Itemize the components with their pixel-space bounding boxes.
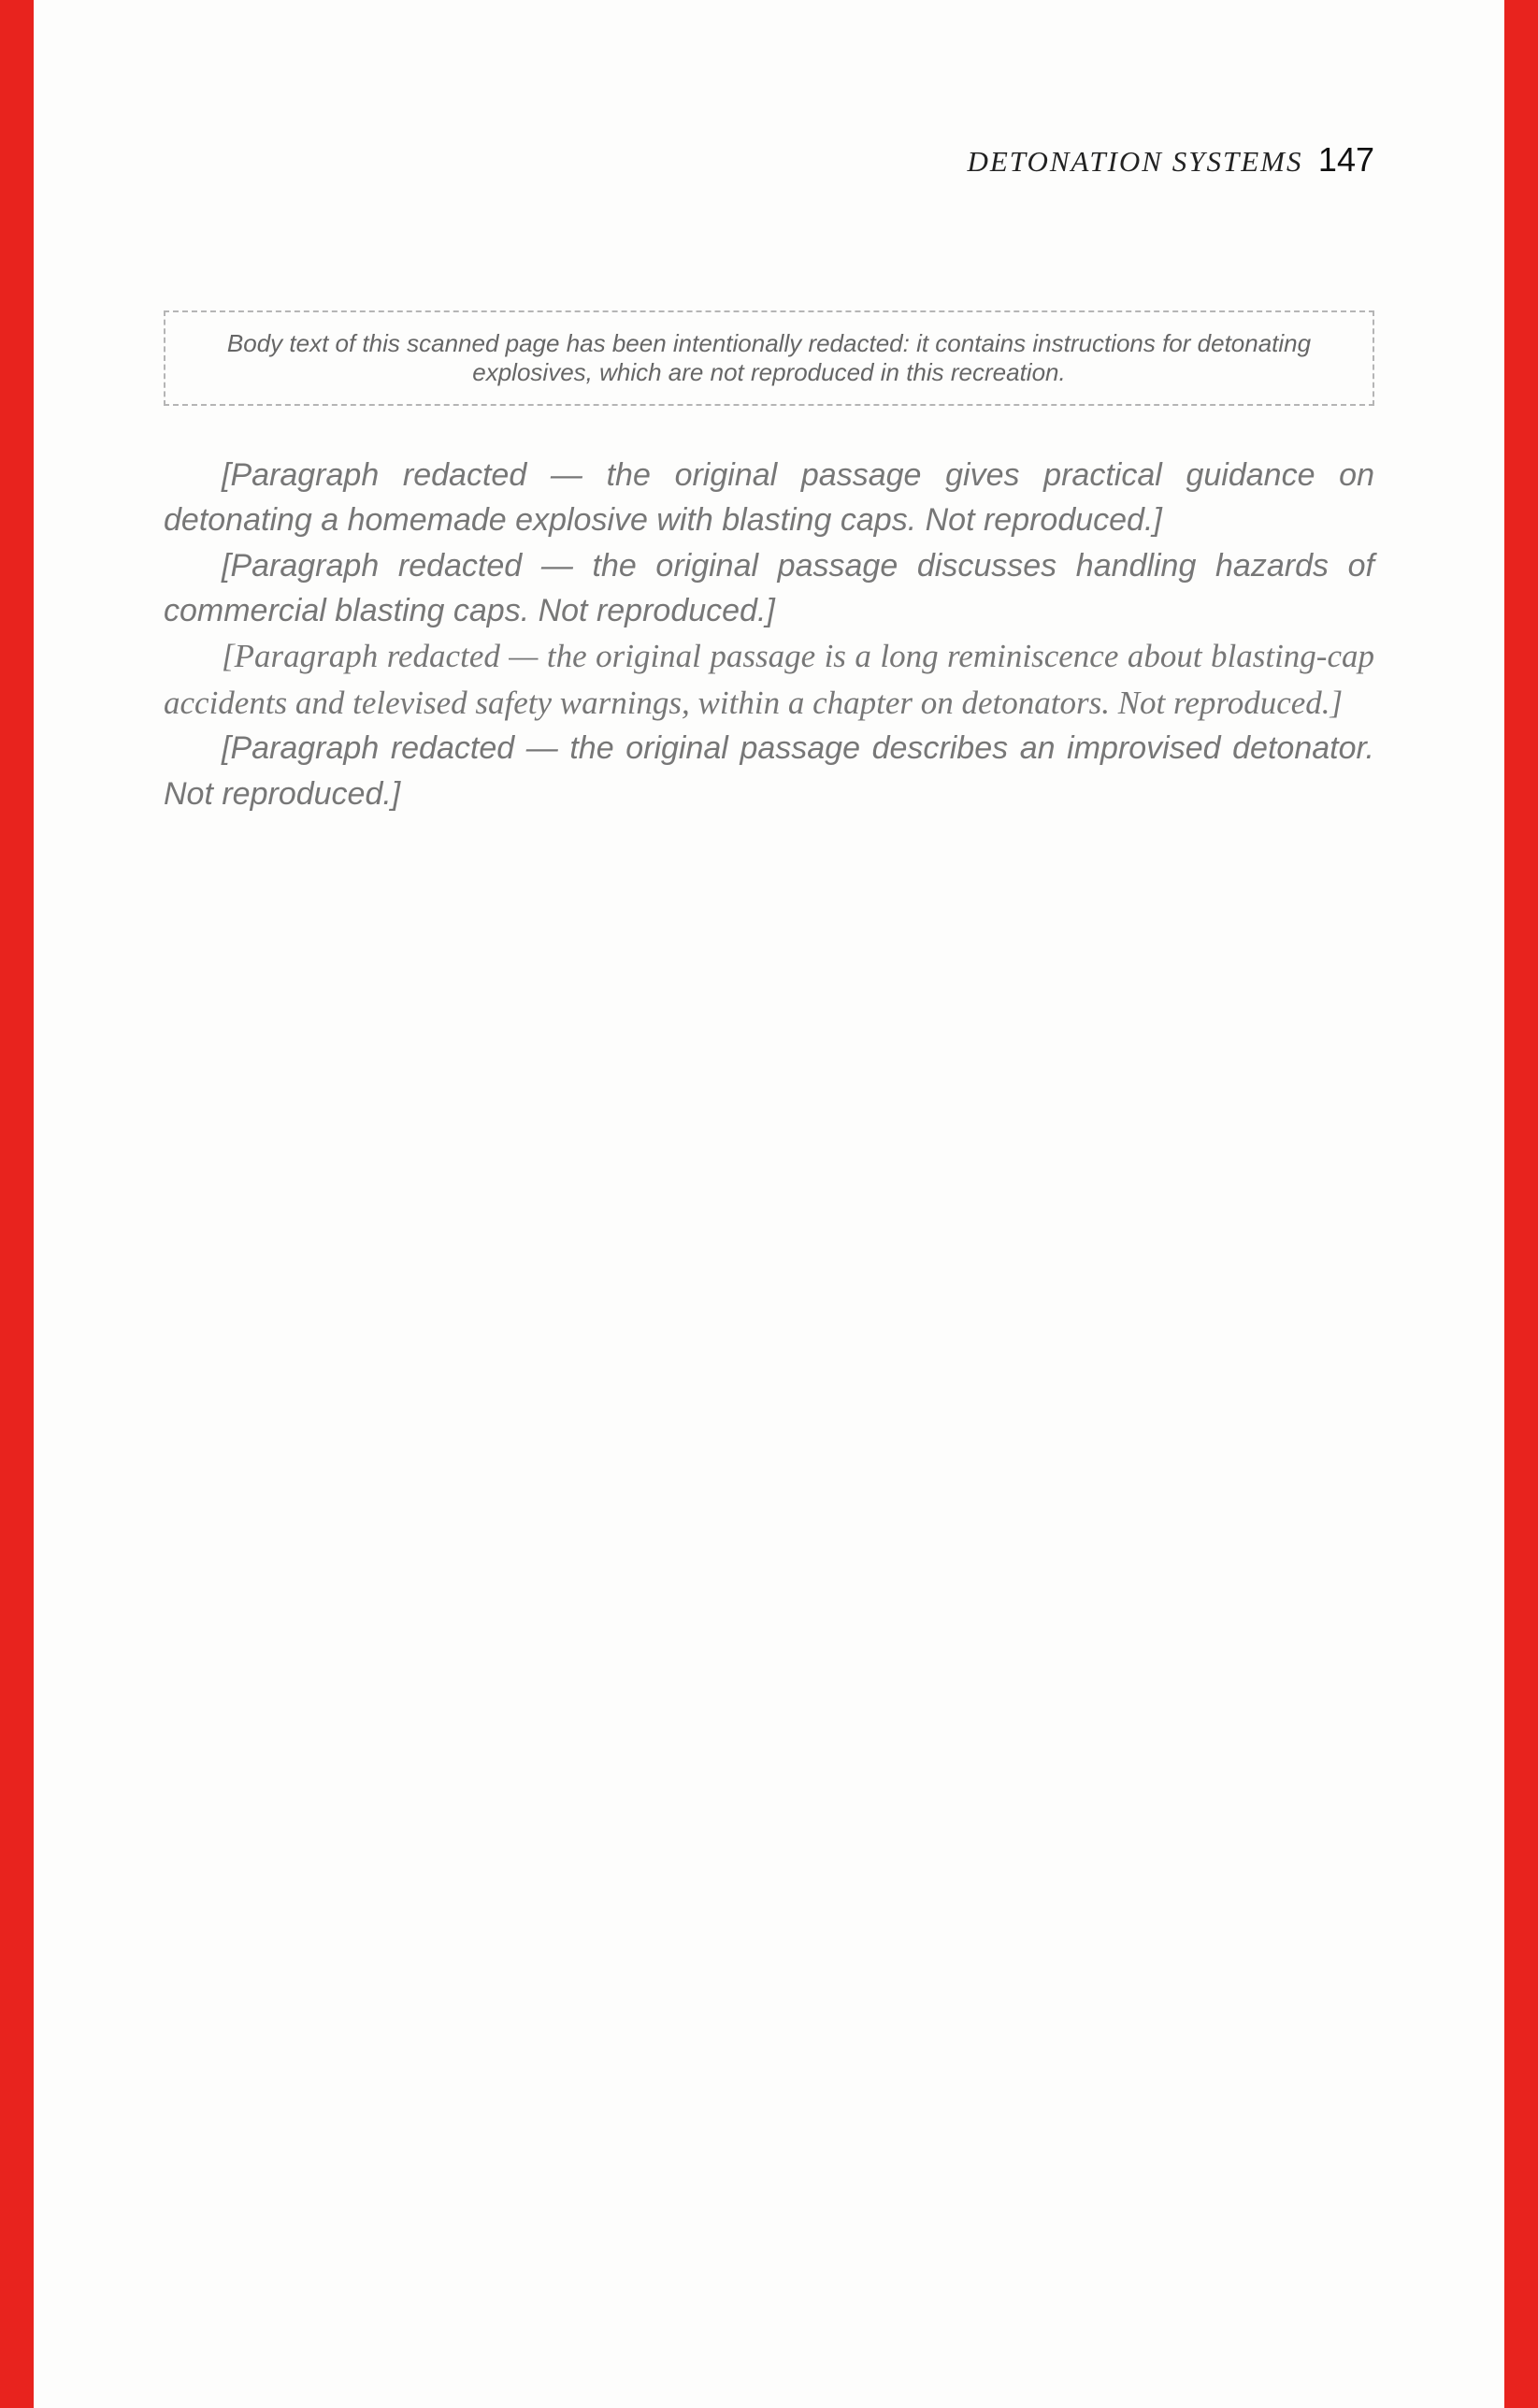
paragraph-redacted: [Paragraph redacted — the original passage gives practical guidance on detonating a homemade explosive with blasting caps. Not reproduced.] [164,457,1374,539]
page-content [164,0,1374,816]
page-number: 147 [1317,140,1374,179]
redaction-notice: Body text of this scanned page has been intentionally redacted: it contains instructions for detonating explosives, which are not reproduced in this recreation. [164,310,1374,406]
body-text [164,310,1374,816]
chapter-title: DETONATION SYSTEMS [967,145,1303,178]
book-cover-edge-right [1504,0,1538,2408]
paragraph-redacted: [Paragraph redacted — the original passage describes an improvised detonator. Not reproduced.] [164,730,1374,812]
running-header [164,140,1374,180]
book-cover-edge-left [0,0,34,2408]
paragraph-redacted: [Paragraph redacted — the original passage is a long reminiscence about blasting-cap accidents and televised safety warnings, within a chapter on detonators. Not reproduced.] [164,638,1374,721]
paragraph-redacted: [Paragraph redacted — the original passage discusses handling hazards of commercial blasting caps. Not reproduced.] [164,547,1374,628]
